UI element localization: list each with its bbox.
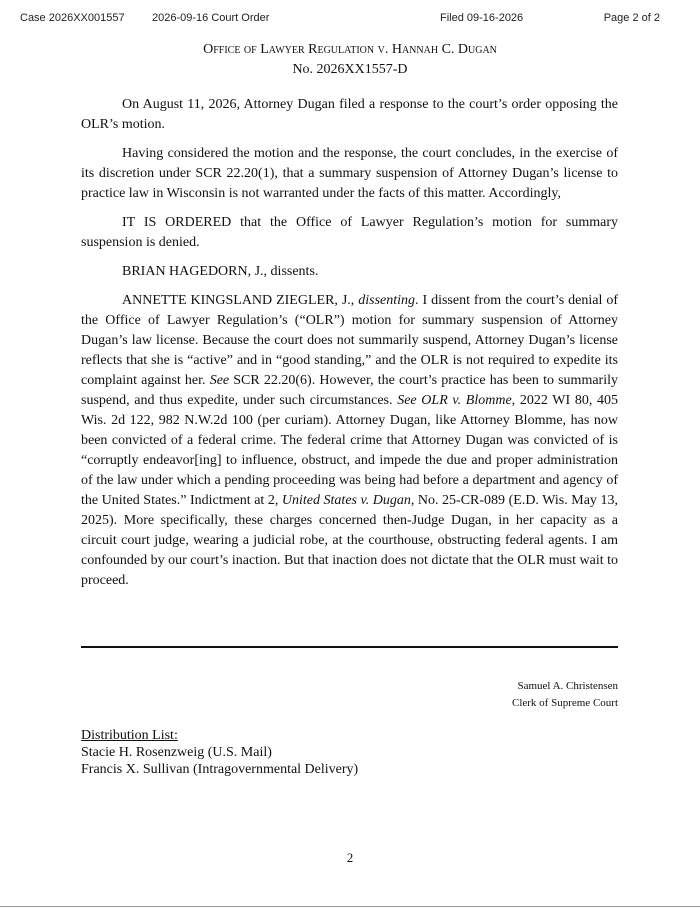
paragraph-conclusion: Having considered the motion and the response, the court concludes, in the exercise of its discretion under SCR 22.20(1), that a summary suspension of Attorney Dugan’s license to practice law in Wisconsin is not warranted under the facts of this matter. Accordingly,: [81, 146, 618, 201]
dissent-italic: See OLR v. Blomme: [397, 393, 512, 408]
dissent-text: SCR 22.20(6). However, the court’s practice has been to summarily suspend, and thus expedite, under such circumstances.: [81, 373, 618, 408]
paragraph-order: IT IS ORDERED that the Office of Lawyer Regulation’s motion for summary suspension is denied.: [81, 215, 618, 250]
document-header: [20, 12, 660, 26]
dissent-italic: United States v. Dugan: [281, 493, 411, 508]
dissent-text: , No. 25-CR-089 (E.D. Wis. May 13, 2025). More specifically, these charges concerned then-Judge Dugan, in her capacity as a circuit court judge, wearing a judicial robe, at the courthouse, obstructing federal agents. I am confounded by our court’s inaction. But that inaction does not dictate that the OLR must wait to proceed.: [81, 493, 618, 588]
clerk-title: Clerk of Supreme Court: [511, 697, 618, 709]
paragraph-ziegler-dissent: [81, 291, 618, 591]
dissent-italic: See: [209, 373, 230, 388]
clerk-name: Samuel A. Christensen: [517, 680, 618, 692]
distribution-list: [81, 727, 358, 778]
document-type: 2026-09-16 Court Order: [152, 12, 270, 24]
dissent-italic: dissenting: [358, 293, 416, 308]
filed-date: Filed 09-16-2026: [440, 12, 524, 24]
dissent-text: ANNETTE KINGSLAND ZIEGLER, J.,: [122, 293, 359, 308]
order-body: [81, 95, 618, 600]
paragraph-response: On August 11, 2026, Attorney Dugan filed a response to the court’s order opposing the OLR’s motion.: [81, 97, 618, 132]
page-indicator: Page 2 of 2: [603, 12, 660, 24]
paragraph-hagedorn-dissent: BRIAN HAGEDORN, J., dissents.: [122, 264, 319, 279]
page-bottom-edge: [0, 906, 700, 907]
clerk-signature: [512, 678, 618, 712]
distribution-item: Francis X. Sullivan (Intragovernmental Delivery): [81, 762, 359, 777]
section-divider: [81, 646, 618, 648]
case-caption-number: No. 2026XX1557-D: [292, 62, 408, 77]
case-caption-title: Office of Lawyer Regulation v. Hannah C. Dugan: [203, 42, 497, 57]
dissent-text: . I dissent from the court’s denial of the Office of Lawyer Regulation’s (“OLR”) motion for summary suspension of Attorney Dugan’s law license. Because the court does not summarily suspend, Attorney Dugan’s license reflects that she is “active” and in “good standing,” and the OLR is not required to expedite its complaint against her.: [81, 293, 618, 388]
distribution-item: Stacie H. Rosenzweig (U.S. Mail): [81, 745, 272, 760]
case-number: Case 2026XX001557: [20, 12, 125, 24]
page-number: 2: [346, 850, 354, 865]
dissent-text: , 2022 WI 80, 405 Wis. 2d 122, 982 N.W.2d 100 (per curiam). Attorney Dugan, like Attorney Blomme, has now been convicted of a federal crime. The federal crime that Attorney Dugan was convicted of is “corruptly endeavor[ing] to influence, obstruct, and impede the due and proper administration of the law under which a pending proceeding was being had before a department and agency of the United States.” Indictment at 2,: [81, 393, 618, 508]
distribution-heading: Distribution List:: [81, 728, 178, 743]
